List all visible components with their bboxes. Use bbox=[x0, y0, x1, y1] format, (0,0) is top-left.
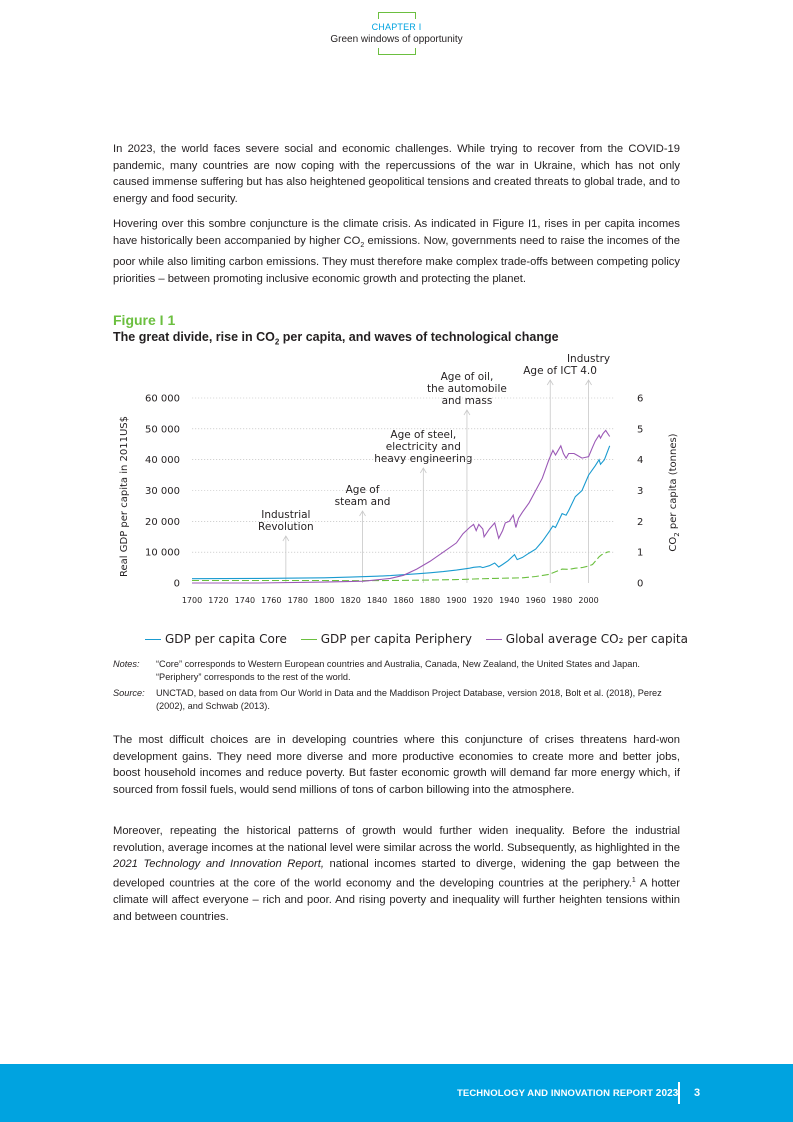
paragraph-3: The most difficult choices are in developing countries where this conjuncture of crises threatens hard-won development gains. They need more diverse and more productive economies to create more and better jobs, boost household incomes and reduce poverty. But faster economic growth will demand far more energy which, if sourced from fossil fuels, would send millions of tons of carbon billowing into the atmosphere. bbox=[113, 734, 680, 796]
x-tick-label: 1760 bbox=[261, 596, 282, 605]
figure-source bbox=[113, 687, 683, 712]
paragraph-4 bbox=[113, 823, 680, 925]
x-tick-label: 1960 bbox=[525, 596, 546, 605]
footer-separator bbox=[678, 1082, 680, 1104]
paragraph-4-text-a: Moreover, repeating the historical patterns of growth would further widen inequality. Before the industrial revolution, average incomes at the national level were similar across the world. Subsequently, as highlighted in the bbox=[113, 825, 680, 854]
y-tick-label-right: 2 bbox=[637, 516, 644, 528]
annotation-label: Age of oil, the automobile and mass bbox=[427, 371, 507, 407]
figure-label: Figure I 1 bbox=[113, 312, 176, 328]
legend-item-periphery bbox=[301, 632, 472, 646]
x-tick-label: 1880 bbox=[419, 596, 441, 605]
chapter-label: CHAPTER I bbox=[371, 22, 422, 32]
annotation-label: Age of steam and bbox=[334, 484, 391, 508]
annotation-label: Industrial Revolution bbox=[258, 509, 314, 533]
paragraph-2-text-a: Hovering over this sombre conjuncture is the climate crisis. As indicated in Figure I1, rises in per capita incomes have historically been accompanied by higher CO bbox=[113, 218, 680, 247]
header-bracket-top bbox=[378, 12, 416, 19]
x-tick-label: 1780 bbox=[287, 596, 308, 605]
paragraph-1: In 2023, the world faces severe social and economic challenges. While trying to recover from the COVID-19 pandemic, many countries are now coping with the repercussions of the war in Ukraine, which has not only caused immense suffering but has also heightened geopolitical tensions and created threats to global trade, and to energy and food security. bbox=[113, 143, 681, 205]
legend-item-co2 bbox=[486, 632, 688, 646]
x-tick-label: 1800 bbox=[314, 596, 335, 605]
header-bracket-bottom bbox=[378, 48, 416, 55]
y-tick-label-left: 20 000 bbox=[145, 516, 180, 528]
y-tick-label-right: 6 bbox=[637, 393, 644, 405]
x-tick-label: 1860 bbox=[393, 596, 414, 605]
paragraph-4-report-title: 2021 Technology and Innovation Report, bbox=[113, 858, 324, 871]
y-tick-label-left: 10 000 bbox=[145, 547, 180, 559]
notes-text: “Core” corresponds to Western European countries and Australia, Canada, New Zealand, the United States and Japan. “Periphery” corresponds to the rest of the world. bbox=[156, 659, 640, 682]
annotation-label: Age of steel, electricity and heavy engineering bbox=[374, 429, 473, 465]
y-tick-label-right: 4 bbox=[637, 455, 644, 467]
x-tick-label: 1920 bbox=[472, 596, 493, 605]
x-tick-label: 1980 bbox=[551, 596, 573, 605]
y-tick-label-right: 5 bbox=[637, 424, 644, 436]
y-tick-label-left: 50 000 bbox=[145, 424, 180, 436]
footer-report-title bbox=[457, 1088, 678, 1099]
y-tick-label-right: 3 bbox=[637, 486, 644, 497]
gdp-co2-chart bbox=[110, 353, 690, 610]
running-header bbox=[0, 12, 793, 55]
x-tick-label: 1840 bbox=[366, 596, 388, 605]
page-footer bbox=[0, 1064, 793, 1122]
annotation-label: Age of ICT bbox=[523, 365, 578, 377]
annotation-label: Industry 4.0 bbox=[566, 353, 611, 377]
footer-report-year: 2023 bbox=[655, 1088, 679, 1099]
x-tick-label: 1700 bbox=[181, 596, 203, 605]
paragraph-4-text-c: A hotter climate will affect everyone – rich and poor. And rising poverty and inequality will further heighten tensions within and between countries. bbox=[113, 877, 680, 923]
figure-notes bbox=[113, 658, 683, 683]
page-number: 3 bbox=[694, 1087, 701, 1099]
x-tick-label: 1940 bbox=[499, 596, 520, 605]
x-tick-label: 1820 bbox=[340, 596, 361, 605]
paragraph-2 bbox=[113, 216, 680, 288]
legend-swatch-core bbox=[145, 639, 161, 640]
figure-title-a: The great divide, rise in CO bbox=[113, 330, 275, 344]
y-tick-label-left: 0 bbox=[173, 578, 180, 590]
legend-label-periphery: GDP per capita Periphery bbox=[320, 632, 472, 646]
x-tick-label: 1740 bbox=[234, 596, 256, 605]
chapter-subtitle: Green windows of opportunity bbox=[330, 34, 463, 45]
y-tick-label-right: 0 bbox=[637, 578, 644, 590]
notes-label: Notes: bbox=[113, 659, 140, 669]
x-tick-label: 2000 bbox=[578, 596, 599, 605]
legend-item-core bbox=[145, 632, 287, 646]
paragraph-4-text-b: national incomes started to diverge, widening the gap between the developed countries at the core of the world economy and the developing countries at the periphery. bbox=[113, 858, 680, 890]
chart-legend bbox=[145, 632, 688, 646]
paragraph-2-text-b: emissions. Now, governments need to raise the incomes of the poor while also limiting carbon emissions. They must therefore make complex trade-offs between competing policy priorities – between promoting inclusive economic growth and protecting the planet. bbox=[113, 234, 680, 286]
figure-title-b: per capita, and waves of technological change bbox=[279, 330, 559, 344]
legend-label-co2: Global average CO₂ per capita bbox=[505, 632, 688, 646]
x-tick-label: 1900 bbox=[446, 596, 467, 605]
legend-swatch-co2 bbox=[486, 639, 502, 640]
y-axis-title-right: $CO_2$ per capita (tonnes) bbox=[668, 433, 681, 552]
paragraph-2-subscript: 2 bbox=[360, 241, 365, 249]
y-tick-label-right: 1 bbox=[637, 547, 644, 559]
source-label: Source: bbox=[113, 688, 145, 698]
source-text: UNCTAD, based on data from Our World in Data and the Maddison Project Database, version 2018, Bolt et al. (2018), Perez (2002), and Schwab (2013). bbox=[156, 688, 662, 711]
paragraph-4-footnote-ref: 1 bbox=[631, 876, 636, 884]
y-tick-label-left: 30 000 bbox=[145, 486, 180, 497]
figure-title-subscript: 2 bbox=[274, 337, 280, 347]
footer-report-name: TECHNOLOGY AND INNOVATION REPORT bbox=[457, 1088, 654, 1099]
y-tick-label-left: 60 000 bbox=[145, 393, 180, 405]
y-axis-title-left: Real GDP per capita in 2011US$ bbox=[119, 416, 130, 577]
y-tick-label-left: 40 000 bbox=[145, 455, 180, 467]
x-tick-label: 1720 bbox=[208, 596, 229, 605]
figure-title bbox=[113, 330, 559, 347]
legend-swatch-periphery bbox=[301, 639, 317, 640]
legend-label-core: GDP per capita Core bbox=[165, 632, 287, 646]
